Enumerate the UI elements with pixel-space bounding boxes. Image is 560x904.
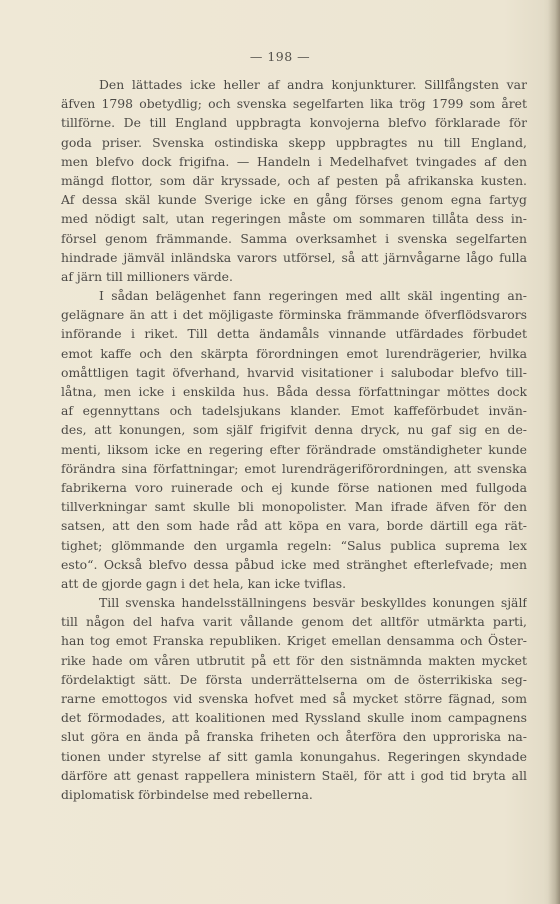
text-line: esto“. Också blefvo dessa påbud icke med stränghet efterlefvade; men [61, 556, 527, 572]
text-line: han tog emot Franska republiken. Kriget emellan densamma och Öster- [61, 633, 527, 649]
text-line: införande i riket. Till detta ändamåls vinnande utfärdades förbudet [61, 326, 527, 342]
text-line: mängd flottor, som där kryssade, och af pesten på afrikanska kusten. [61, 172, 527, 188]
text-line: emot kaffe och den skärpta förordningen emot lurendrägerier, hvilka [61, 345, 527, 361]
text-line: af järn till millioners värde. [61, 268, 233, 284]
text-line: men blefvo dock frigifna. — Handeln i Medelhafvet tvingades af den [61, 153, 527, 169]
text-line: med nödigt salt, utan regeringen måste om sommaren tillåta dess in- [61, 211, 527, 227]
text-line: hindrade jämväl inländska varors utförsel, så att järnvågarne lågo fulla [61, 249, 527, 265]
page-number: — 198 — [249, 49, 311, 64]
text-line: fördelaktigt sätt. De första underrättelserna om de österrikiska seg- [61, 671, 527, 687]
text-line: tillverkningar samt skulle bli monopolister. Man ifrade äfven för den [61, 499, 527, 515]
text-line: omåttligen tagit öfverhand, hvarvid visitationer i salubodar blefvo till- [61, 364, 527, 380]
text-line: I sådan belägenhet fann regeringen med allt skäl ingenting an- [99, 288, 527, 304]
text-line: goda priser. Svenska ostindiska skepp uppbragtes nu till England, [61, 134, 527, 150]
text-line: låtna, men icke i enskilda hus. Båda dessa författningar möttes dock [61, 384, 527, 399]
text-line: des, att konungen, som själf frigifvit denna dryck, nu gaf sig en de- [61, 422, 527, 438]
body-text [61, 75, 527, 804]
text-line: det förmodades, att koalitionen med Ryssland skulle inom campagnens [61, 710, 527, 726]
text-line: gelägnare än att i det möjligaste förminska främmande öfverflödsvarors [61, 307, 527, 323]
text-line: af egennyttans och tadelsjukans klander. Emot kaffeförbudet invän- [61, 403, 527, 419]
text-line: därföre att genast rappellera ministern Staël, för att i god tid bryta all [61, 767, 527, 783]
text-line: tionen under styrelse af sitt gamla konungahus. Regeringen skyndade [61, 748, 527, 764]
text-line: menti, liksom icke en regering efter förändrade omständigheter kunde [61, 441, 527, 457]
text-line: förändra sina författningar; emot lurendrägeriförordningen, att svenska [61, 460, 527, 476]
text-line: Af dessa skäl kunde Sverige icke en gång förses genom egna fartyg [61, 192, 527, 208]
text-line: tighet; glömmande den urgamla regeln: “Salus publica suprema lex [61, 537, 527, 553]
text-line: Till svenska handelsställningens besvär beskylldes konungen själf [99, 595, 527, 611]
text-line: att de gjorde gagn i det hela, kan icke tviflas. [61, 575, 347, 591]
text-line: Den lättades icke heller af andra konjunkturer. Sillfångsten var [99, 77, 527, 92]
text-line: försel genom främmande. Samma overksamhet i svenska segelfarten [61, 230, 527, 246]
text-line: äfven 1798 obetydlig; och svenska segelfarten lika trög 1799 som året [61, 96, 527, 112]
text-line: rike hade om våren utbrutit på ett för den sistnämnda makten mycket [61, 652, 527, 668]
text-line: fabrikerna voro ruinerade och ej kunde förse nationen med fullgoda [61, 479, 527, 495]
text-line: diplomatisk förbindelse med rebellerna. [61, 786, 313, 802]
text-line: tillförne. De till England uppbragta konvojerna blefvo förklarade för [61, 115, 527, 131]
text-line: satsen, att den som hade råd att köpa en vara, borde därtill ega rät- [61, 518, 527, 534]
text-line: slut göra en ända på franska friheten och återföra den upproriska na- [61, 729, 527, 745]
text-line: till någon del hafva varit vållande genom det alltför utmärkta parti, [61, 614, 527, 630]
text-line: rarne emottogos vid svenska hofvet med så mycket större fägnad, som [61, 691, 527, 706]
page-edge-shadow [548, 0, 560, 904]
